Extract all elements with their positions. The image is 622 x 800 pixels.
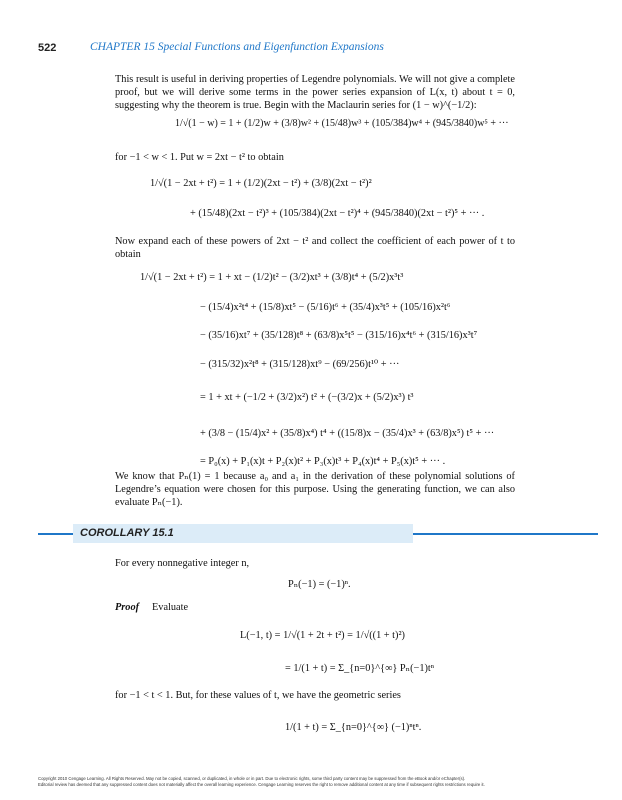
expansion-line-1: 1/√(1 − 2xt + t²) = 1 + xt − (1/2)t² − (3/2)xt³ + (3/8)t⁴ + (5/2)x³t³ [140,272,404,283]
copyright-footer [38,776,598,788]
intro-paragraph: This result is useful in deriving properties of Legendre polynomials. We will not give a complete proof, but we will derive some terms in the power series expansion of L(x, t) about t = 0, suggesting why the theorem is true. Begin with the Maclaurin series for (1 − w)^(−1/2): [115,74,515,111]
substituted-series-line1: 1/√(1 − 2xt + t²) = 1 + (1/2)(2xt − t²) + (3/8)(2xt − t²)² [150,178,372,189]
geometric-series-text: for −1 < t < 1. But, for these values of t, we have the geometric series [115,690,401,701]
corollary-banner [38,524,598,543]
proof-label: Proof [115,602,140,613]
know-paragraph: We know that Pₙ(1) = 1 because a₀ and a₁ in the derivation of these polynomial solutions of Legendre’s equation were chosen for this purpose. Using the generating function, we can also evaluate Pₙ(−1). [115,471,515,508]
expansion-line-4: − (315/32)x²t⁸ + (315/128)xt⁹ − (69/256)t¹⁰ + ··· [200,359,400,370]
proof-evaluate: Evaluate [152,602,189,613]
substitution-text: for −1 < w < 1. Put w = 2xt − t² to obtain [115,152,284,163]
copyright-line-1: Copyright 2010 Cengage Learning. All Rights Reserved. May not be copied, scanned, or duplicated, in whole or in part. Due to electronic rights, some third party content may be suppressed from the eBook and/or eChapter(s). [38,776,466,781]
corollary-label: COROLLARY 15.1 [80,527,174,539]
chapter-title: CHAPTER 15 Special Functions and Eigenfunction Expansions [90,41,384,53]
page-number: 522 [38,42,57,54]
expansion-line-2: − (15/4)x²t⁴ + (15/8)xt⁵ − (5/16)t⁶ + (35/4)x³t⁵ + (105/16)x²t⁶ [200,302,451,313]
legendre-sum-line: = P₀(x) + P₁(x)t + P₂(x)t² + P₃(x)t³ + P₄(x)t⁴ + P₅(x)t⁵ + ··· . [200,456,446,467]
copyright-line-2: Editorial review has deemed that any suppressed content does not materially affect the overall learning experience. Cengage Learning reserves the right to remove additional content at any time if subsequent rights restrictions require it. [38,782,485,787]
collected-line-2: + (3/8 − (15/4)x² + (35/8)x⁴) t⁴ + ((15/8)x − (35/4)x³ + (63/8)x⁵) t⁵ + ··· [200,428,495,439]
expand-paragraph: Now expand each of these powers of 2xt − t² and collect the coefficient of each power of t to obtain [115,236,515,260]
collected-line-1: = 1 + xt + (−1/2 + (3/2)x²) t² + (−(3/2)x + (5/2)x³) t³ [200,392,414,403]
corollary-formula: Pₙ(−1) = (−1)ⁿ. [288,579,351,590]
maclaurin-series-equation: 1/√(1 − w) = 1 + (1/2)w + (3/8)w² + (15/48)w³ + (105/384)w⁴ + (945/3840)w⁵ + ··· [175,118,509,129]
proof-equation-a: L(−1, t) = 1/√(1 + 2t + t²) = 1/√((1 + t)²) [240,630,405,641]
corollary-statement: For every nonnegative integer n, [115,558,250,569]
expansion-line-3: − (35/16)xt⁷ + (35/128)t⁸ + (63/8)x⁵t⁵ − (315/16)x⁴t⁶ + (315/16)x³t⁷ [200,330,478,341]
geometric-series-equation: 1/(1 + t) = Σ_{n=0}^{∞} (−1)ⁿtⁿ. [285,722,422,733]
proof-equation-b: = 1/(1 + t) = Σ_{n=0}^{∞} Pₙ(−1)tⁿ [285,663,435,674]
substituted-series-line2: + (15/48)(2xt − t²)³ + (105/384)(2xt − t²)⁴ + (945/3840)(2xt − t²)⁵ + ··· . [190,208,485,219]
